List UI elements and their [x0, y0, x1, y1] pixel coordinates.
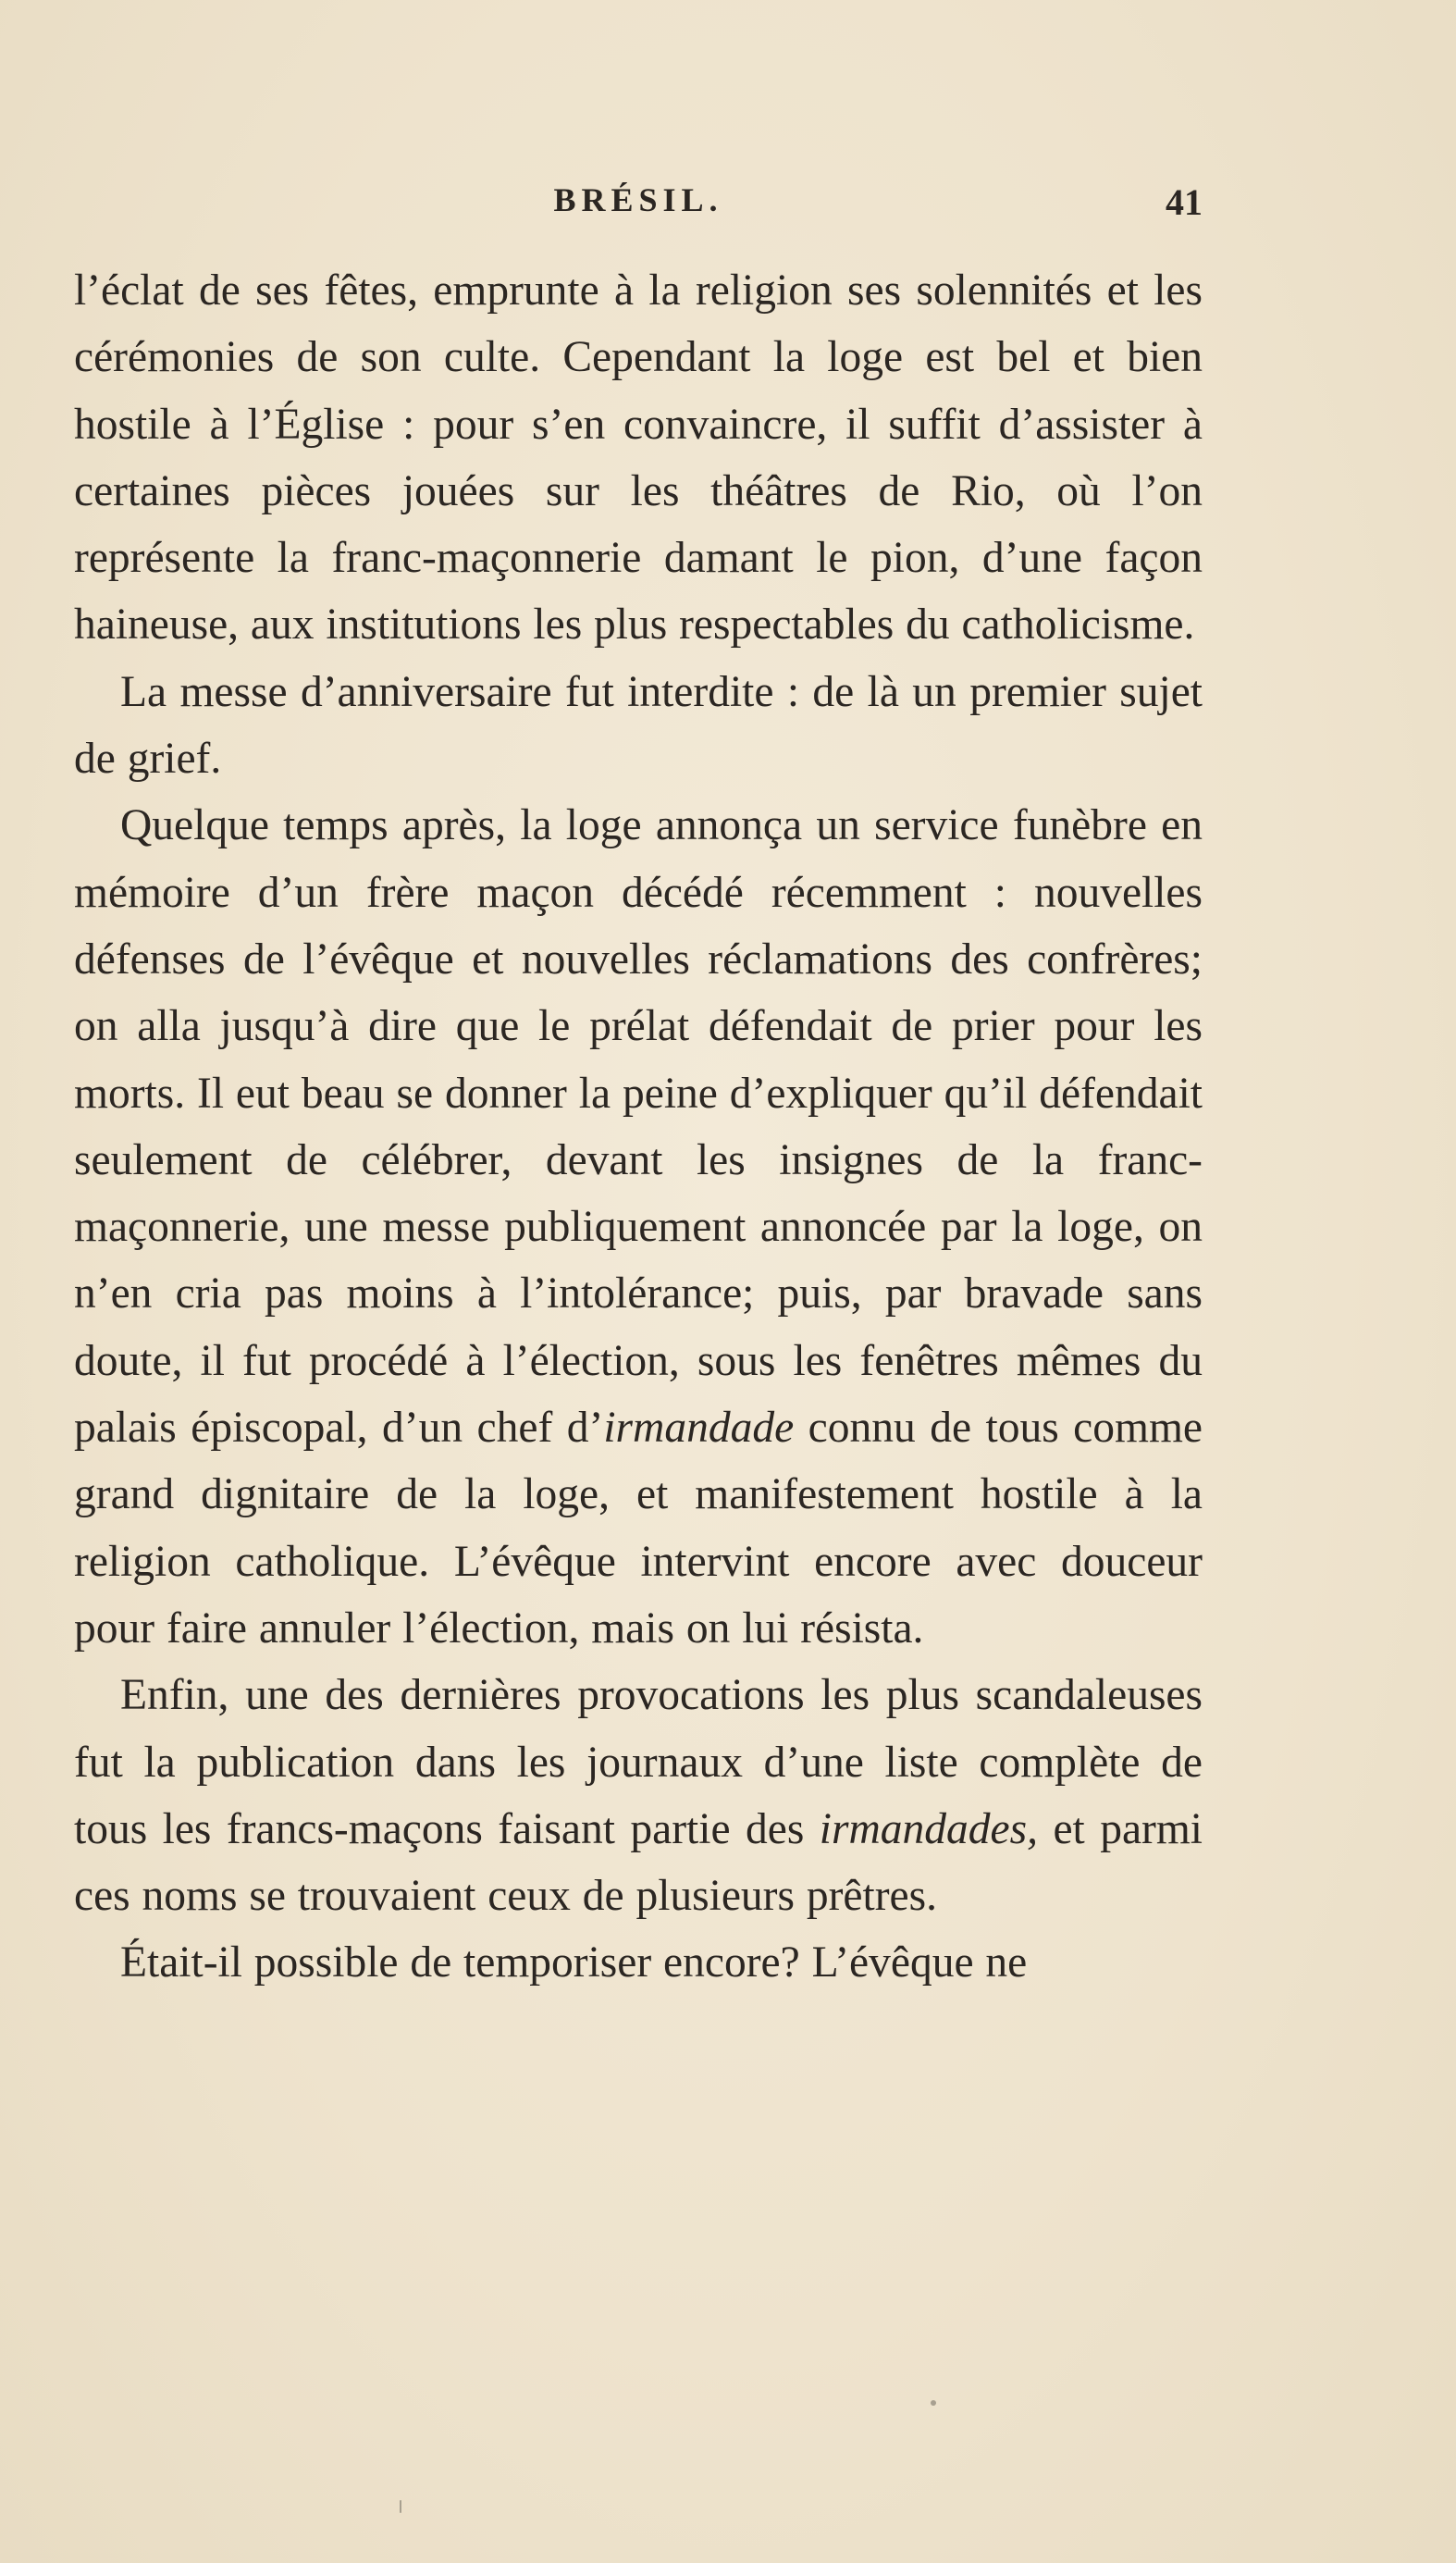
- paper-speck: [400, 2500, 401, 2513]
- paragraph-text: La messe d’anniversaire fut interdite : de là un premier sujet de grief.: [74, 667, 1203, 784]
- paragraph: [74, 792, 1203, 1662]
- paragraph: [74, 659, 1203, 793]
- paragraph: [74, 1662, 1203, 1929]
- paragraph-text: Enfin, une des dernières provocations les plus scandaleuses fut la publication dans les journaux d’une liste complète de tous les francs-maçons faisant partie des: [74, 1671, 1203, 1853]
- paper-speck: [931, 2400, 936, 2406]
- italic-term: irmandades,: [819, 1804, 1038, 1853]
- paragraph: [74, 257, 1203, 659]
- page-header: [74, 180, 1203, 236]
- paragraph-text: Quelque temps après, la loge annonça un service funèbre en mémoire d’un frère maçon décédé récemment : nouvelles défenses de l’évêque et nouvelles réclamations des confrères; on alla jusqu’à dire que le prélat défendait de prier pour les morts. Il eut beau se donner la peine d’expliquer qu’il défendait seulement de célébrer, devant les insignes de la franc-maçonnerie, une messe publiquement annoncée par la loge, on n’en cria pas moins à l’intolérance; puis, par bravade sans doute, il fut procédé à l’élection, sous les fenêtres mêmes du palais épiscopal, d’un chef d’: [74, 801, 1203, 1453]
- paragraph-text: connu de tous comme grand dignitaire de la loge, et manifestement hostile à la religion catholique. L’évêque intervint encore avec douceur pour faire annuler l’élection, mais on lui résista.: [74, 1404, 1203, 1653]
- paragraph-text: et parmi ces noms se trouvaient ceux de plusieurs prêtres.: [74, 1804, 1203, 1921]
- page-number: 41: [1166, 181, 1203, 223]
- paragraph: [74, 1929, 1203, 1996]
- running-head: BRÉSIL.: [553, 181, 723, 218]
- paragraph-text: l’éclat de ses fêtes, emprunte à la religion ses solennités et les cérémonies de son culte. Cependant la loge est bel et bien hostile à l’Église : pour s’en convaincre, il suffit d’assister à certaines pièces jouées sur les théâtres de Rio, où l’on représente la franc-maçonnerie damant le pion, d’une façon haineuse, aux institutions les plus respectables du catholicisme.: [74, 266, 1203, 650]
- paragraph-text: Était-il possible de temporiser encore? L’évêque ne: [120, 1938, 1028, 1987]
- italic-term: irmandade: [603, 1404, 795, 1453]
- body-text: [74, 257, 1203, 1997]
